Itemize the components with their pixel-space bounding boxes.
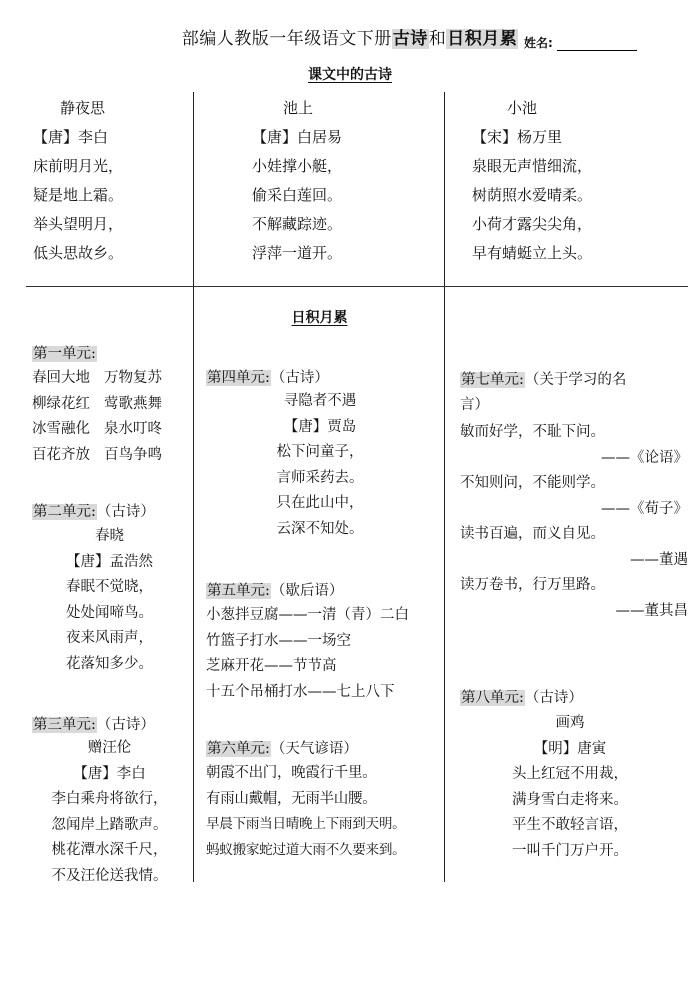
quote-source: ——董其昌 — [615, 602, 688, 619]
poem-line: 夜来风雨声， — [66, 630, 153, 646]
poem-line: 春眠不觉晓， — [66, 579, 153, 595]
unit-5-list — [206, 603, 442, 705]
poem-line: 李白乘舟将欲行， — [51, 791, 168, 807]
poem-title: 春晓 — [95, 528, 124, 544]
unit-7-note: （关于学习的名 — [524, 372, 627, 388]
unit-3-poem — [32, 736, 187, 889]
poem-title: 寻隐者不遇 — [283, 393, 357, 409]
unit-8-note: （古诗） — [524, 690, 583, 706]
poem-line: 桃花潭水深千尺， — [51, 842, 168, 858]
poem-line: 松下问童子， — [276, 444, 364, 460]
phrase: 万物复苏 — [104, 370, 162, 386]
list-item: 竹篮子打水——一场空 — [206, 632, 351, 649]
poems-section-title: 课文中的古诗 — [308, 67, 392, 83]
poem-line: 树荫照水爱晴柔。 — [472, 186, 593, 204]
unit-3-header — [32, 713, 155, 734]
poem-line: 云深不知处。 — [276, 520, 364, 537]
unit-6-label: 第六单元: — [207, 741, 270, 757]
phrase: 冰雪融化 — [32, 421, 90, 437]
unit-4-header — [206, 366, 329, 387]
list-item — [32, 366, 187, 392]
unit-2-poem — [32, 524, 187, 677]
poem-line: 低头思故乡。 — [33, 244, 124, 262]
unit-4-label: 第四单元: — [207, 370, 270, 386]
list-item — [32, 443, 187, 469]
unit-7-label: 第七单元: — [461, 372, 524, 388]
list-item — [32, 417, 187, 443]
list-item: 小葱拌豆腐——一清（青）二白 — [206, 607, 409, 623]
poem-author: 【唐】李白 — [73, 765, 146, 782]
list-item: 早晨下雨当日晴晚上下雨到天明。 — [206, 816, 406, 832]
section-divider — [26, 286, 688, 287]
poem-3-body — [472, 123, 592, 268]
unit-6-header — [206, 737, 358, 758]
unit-8-poem — [450, 711, 690, 864]
unit-6-list — [206, 761, 442, 863]
unit-7-quotes — [460, 420, 688, 624]
divider-top-2 — [444, 92, 445, 286]
unit-7-note-cont: 言） — [460, 397, 489, 413]
quote-source: ——董遇 — [630, 551, 688, 568]
list-item: 有雨山戴帽，无雨半山腰。 — [206, 790, 377, 807]
unit-5-header — [206, 579, 343, 600]
poem-line: 不解藏踪迹。 — [252, 215, 343, 233]
divider-bottom-2 — [444, 287, 445, 882]
unit-1-header — [32, 342, 97, 363]
poem-line: 小娃撑小艇， — [252, 157, 343, 175]
poem-line: 头上红冠不用裁， — [512, 766, 628, 782]
poem-line: 花落知多少。 — [66, 655, 153, 672]
phrase: 莺歌燕舞 — [104, 395, 162, 412]
phrase: 柳绿花红 — [32, 395, 90, 412]
list-item: 十五个吊桶打水——七上八下 — [206, 683, 395, 700]
unit-4-poem — [200, 389, 440, 542]
unit-5-note: （歇后语） — [270, 583, 344, 599]
poem-1-title: 静夜思 — [60, 99, 106, 117]
unit-2-note: （古诗） — [96, 504, 155, 520]
unit-3-label: 第三单元: — [33, 717, 96, 733]
list-item — [32, 392, 187, 418]
unit-5-label: 第五单元: — [207, 583, 270, 599]
poem-2-title: 池上 — [283, 99, 314, 117]
poem-title: 赠汪伦 — [87, 740, 132, 756]
unit-4-note: （古诗） — [270, 370, 329, 386]
phrase: 泉水叮咚 — [104, 421, 162, 437]
unit-8-label: 第八单元: — [461, 690, 524, 706]
unit-2-label: 第二单元: — [33, 504, 96, 520]
title-mid: 和 — [428, 29, 447, 49]
name-blank-line[interactable] — [557, 38, 637, 51]
phrase: 春回大地 — [32, 370, 90, 386]
poem-line: 疑是地上霜。 — [33, 186, 124, 204]
poem-line: 处处闻啼鸟。 — [66, 604, 153, 621]
poem-1-body — [33, 123, 123, 268]
poem-3-title: 小池 — [507, 99, 538, 117]
poem-line: 满身雪白走将来。 — [512, 791, 628, 808]
poem-author: 【唐】孟浩然 — [66, 553, 153, 570]
poem-author: 【明】唐寅 — [533, 740, 607, 757]
phrase: 百花齐放 — [32, 446, 90, 463]
poem-title: 画鸡 — [555, 715, 585, 731]
poem-1-author: 【唐】李白 — [33, 128, 109, 146]
poem-line: 忽闻岸上踏歌声。 — [51, 816, 168, 833]
unit-6-note: （天气谚语） — [270, 741, 358, 757]
unit-2-header — [32, 500, 155, 521]
poem-author: 【唐】贾岛 — [283, 418, 357, 435]
name-label: 姓名: — [524, 36, 553, 50]
poem-line: 不及汪伦送我情。 — [51, 867, 168, 884]
poem-line: 泉眼无声惜细流， — [472, 157, 593, 175]
quote-text: 不知则问，不能则学。 — [460, 475, 605, 491]
poem-line: 一叫千门万户开。 — [512, 842, 628, 859]
accumulation-section-title: 日积月累 — [291, 310, 348, 326]
name-field[interactable] — [524, 34, 637, 51]
unit-1-list — [32, 366, 187, 468]
divider-bottom-1 — [193, 287, 194, 882]
poem-line: 举头望明月， — [33, 215, 124, 233]
poem-2-author: 【唐】白居易 — [252, 128, 343, 146]
unit-3-note: （古诗） — [96, 717, 155, 733]
title-highlight-poems: 古诗 — [392, 29, 428, 49]
poem-3-author: 【宋】杨万里 — [472, 128, 563, 146]
poem-line: 小荷才露尖尖角， — [472, 215, 593, 233]
quote-source: ——《论语》 — [601, 449, 688, 466]
poem-line: 平生不敢轻言语， — [512, 817, 628, 833]
divider-top-1 — [193, 92, 194, 286]
poem-line: 只在此山中， — [276, 495, 364, 511]
quote-source: ——《荀子》 — [601, 500, 688, 517]
title-highlight-accumulation: 日积月累 — [447, 29, 518, 49]
list-item: 蚂蚁搬家蛇过道大雨不久要来到。 — [206, 841, 406, 858]
poem-2-body — [252, 123, 342, 268]
poem-line: 浮萍一道开。 — [252, 244, 343, 262]
quote-text: 读万卷书，行万里路。 — [460, 577, 605, 593]
poem-line: 言师采药去。 — [276, 469, 364, 486]
phrase: 百鸟争鸣 — [104, 446, 162, 463]
list-item: 芝麻开花——节节高 — [206, 658, 337, 674]
unit-7-header — [460, 368, 688, 418]
unit-8-header — [460, 686, 583, 707]
quote-text: 敏而好学，不耻下问。 — [460, 424, 605, 440]
unit-1-label: 第一单元: — [33, 346, 96, 362]
quote-text: 读书百遍，而义自见。 — [460, 526, 605, 542]
title-prefix: 部编人教版一年级语文下册 — [181, 29, 392, 49]
poem-line: 偷采白莲回。 — [252, 186, 343, 204]
list-item: 朝霞不出门，晚霞行千里。 — [206, 765, 377, 781]
poem-line: 早有蜻蜓立上头。 — [472, 244, 593, 262]
poem-line: 床前明月光， — [33, 157, 124, 175]
